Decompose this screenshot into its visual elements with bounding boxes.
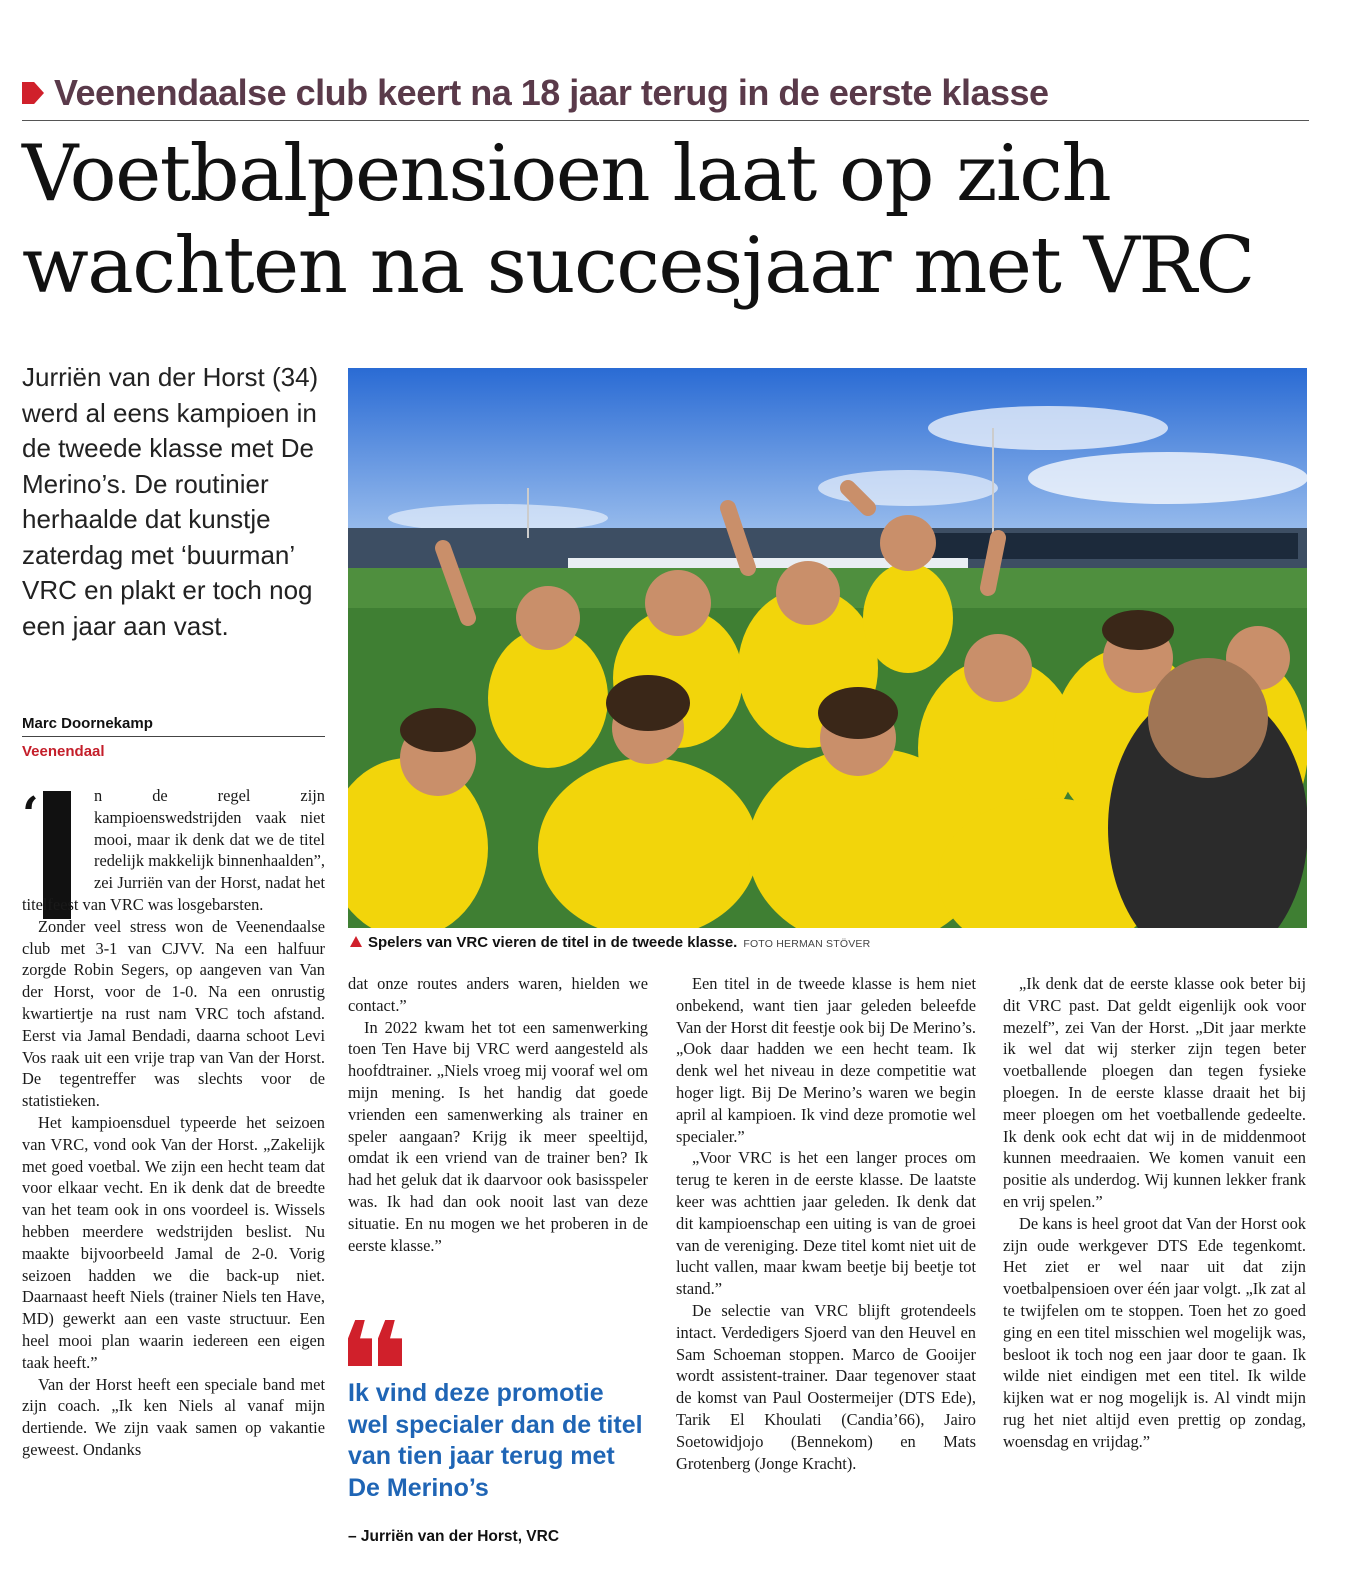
article-column-3 bbox=[676, 973, 976, 1474]
paragraph: „Voor VRC is het een langer proces om terug te keren in de eerste klasse. De laatste keer was achttien jaar geleden. Ik denk dat dit kampioenschap een uiting is van de groei van de vereniging. Deze titel komt niet uit de lucht vallen, maar kwam beetje bij beetje tot stand.” bbox=[676, 1148, 976, 1299]
headline-line-2: wachten na succesjaar met VRC bbox=[22, 221, 1254, 311]
dropcap-I bbox=[22, 787, 84, 887]
pull-quote-source: – Jurriën van der Horst, VRC bbox=[348, 1528, 560, 1545]
paragraph: „Ik denk dat de eerste klasse ook beter bij dit VRC past. Dat geldt eigenlijk ook voor mezelf”, zei Van der Horst. „Dit jaar merkte ik wel dat wij sterker zijn tegen beter voetballende ploegen dan tegen fysieke ploegen. In de eerste klasse draait het bij meer ploegen om het voetballende gedeelte. Ik denk ook echt dat wij in de middenmoot kunnen meedraaien. We komen vanuit een positie als underdog. Wij kunnen lekker frank en vrij spelen.” bbox=[1003, 974, 1306, 1211]
paragraph: Het kampioensduel typeerde het seizoen van VRC, vond ook Van der Horst. „Zakelijk met goed voetbal. We zijn een hecht team dat voor elkaar vecht. En ik denk dat de breedte van het team ook in ons voordeel is. Wissels hebben meerdere wedstrijden beslist. Nu maakte bijvoorbeeld Jamal de 2-0. Vorig seizoen hadden we die back-up niet. Daarnaast heeft Niels (trainer Niels ten Have, MD) gewerkt aan een vaste structuur. Een heel mooi plan waarin iedereen een eigen taak heeft.” bbox=[22, 1112, 325, 1372]
photo-caption bbox=[350, 934, 1307, 951]
photo-illustration bbox=[348, 368, 1307, 928]
paragraph: Een titel in de tweede klasse is hem niet onbekend, want tien jaar geleden beleefde Van der Horst dit feestje ook bij De Merino’s. „Ook daar hadden we een hecht team. Ik denk wel het niveau in deze competitie wat hoger ligt. Bij De Merino’s waren we begin april al kampioen. Ik vind deze promotie wel specialer.” bbox=[676, 974, 976, 1146]
article-column-4 bbox=[1003, 973, 1306, 1453]
byline-location: Veenendaal bbox=[22, 743, 105, 760]
paragraph: De kans is heel groot dat Van der Horst ook zijn oude werkgever DTS Ede tegenkomt. Het ziet er wel naar uit dat zijn voetbalpensioen over één jaar volgt. „Ik zat al te twijfelen om te stoppen. Toen het zo goed ging en een titel misschien wel mogelijk was, besloot ik toch nog een jaar door te gaan. Ik wilde niet eindigen met een titel. Ik wilde kijken wat er nog mogelijk is. Al vindt mijn rug het niet altijd even prettig op zondag, woensdag en vrijdag.” bbox=[1003, 1213, 1306, 1451]
kicker-arrow-icon bbox=[22, 82, 44, 104]
dropcap-quote-mark: ‘ bbox=[22, 787, 39, 843]
byline-author: Marc Doornekamp bbox=[22, 715, 325, 737]
pull-quote-text: Ik vind deze promotie wel specialer dan de titel van tien jaar terug met De Merino’s bbox=[348, 1379, 643, 1502]
caption-text: Spelers van VRC vieren de titel in de tweede klasse. bbox=[368, 934, 738, 951]
kicker-bar bbox=[22, 66, 1309, 121]
paragraph: De selectie van VRC blijft grotendeels intact. Verdedigers Sjoerd van den Heuvel en Sam Schoeman stoppen. Marco de Gooijer wordt assistent-trainer. Daar tegenover staat de komst van Paul Oostermeijer (DTS Ede), Tarik El Khoulati (Candia’66), Jairo Soetowidjojo (Bennekom) en Mats Grotenberg (Jonge Kracht). bbox=[676, 1300, 976, 1473]
paragraph: Zonder veel stress won de Veenendaalse club met 3-1 van CJVV. Na een halfuur zorgde Robin Segers, op aangeven van Van der Horst, voor de 1-0. Na een onrustig kwartiertje na rust nam VRC toch afstand. Eerst via Jamal Bendadi, daarna schoot Levi Vos raak uit een vrije trap van Van der Horst. De tegentreffer was slechts voor de statistieken. bbox=[22, 916, 325, 1111]
kicker-text: Veenendaalse club keert na 18 jaar terug in de eerste klasse bbox=[54, 72, 1049, 113]
paragraph: n de regel zijn kampioenswedstrijden vaak niet mooi, maar ik denk dat we de titel redelijk makkelijk binnenhaalden”, zei Jurriën van der Horst, nadat het titelfeest van VRC was losgebarsten. bbox=[22, 786, 325, 914]
paragraph: dat onze routes anders waren, hielden we contact.” bbox=[348, 974, 648, 1015]
paragraph: In 2022 kwam het tot een samenwerking toen Ten Have bij VRC werd aangesteld als hoofdtrainer. „Niels vroeg mij vooraf wel om mijn mening. Is het handig dat goede vrienden een samenwerking als trainer en speler aangaan? Krijg ik meer speeltijd, omdat ik een vriend van de trainer ben? Ik had het geluk dat ik daarvoor ook basisspeler was. Ik had dan ook nooit last van deze situatie. En nu mogen we het proberen in de eerste klasse.” bbox=[348, 1017, 648, 1255]
quote-mark-icon bbox=[348, 1320, 404, 1366]
celebration-photo bbox=[348, 368, 1307, 928]
article-column-2 bbox=[348, 973, 648, 1256]
headline bbox=[22, 128, 1322, 312]
photo-credit: FOTO HERMAN STÖVER bbox=[743, 938, 871, 950]
pull-quote bbox=[348, 1320, 648, 1546]
intro-text: Jurriën van der Horst (34) werd al eens kampioen in de tweede klasse met De Merino’s. De routinier herhaalde dat kunstje zaterdag met ‘buurman’ VRC en plakt er toch nog een jaar aan vast. bbox=[22, 362, 319, 641]
headline-line-1: Voetbalpensioen laat op zich bbox=[22, 129, 1111, 219]
caption-arrow-icon bbox=[350, 936, 362, 947]
article-column-1 bbox=[22, 785, 325, 1461]
paragraph: Van der Horst heeft een speciale band met zijn coach. „Ik ken Niels al vanaf mijn dertiende. We zijn vaak samen op vakantie geweest. Ondanks bbox=[22, 1374, 325, 1459]
